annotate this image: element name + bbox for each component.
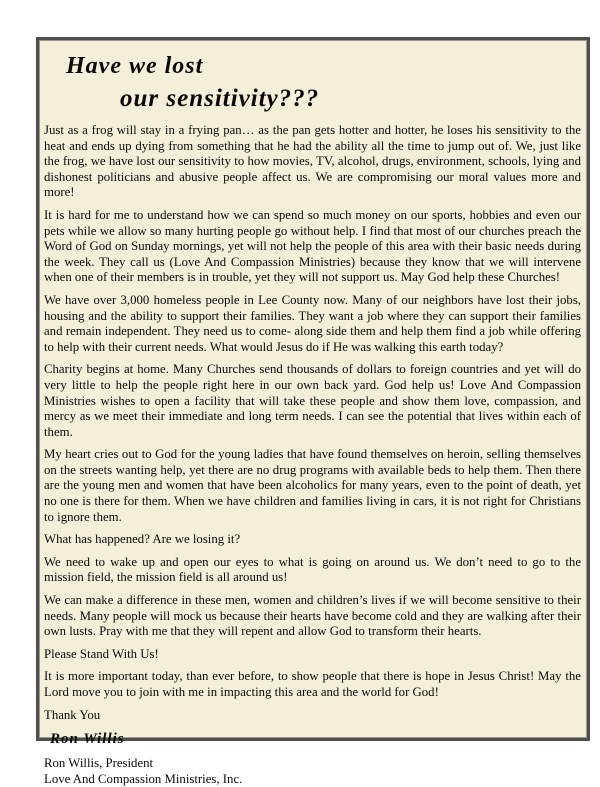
letter-paragraph: We have over 3,000 homeless people in Lee County now. Many of our neighbors have lost their jobs, housing and the ability to support their families. They want a job where they can support their families and remain independent. They need us to come- along side them and help them find a job while offering to help with their current needs. What would Jesus do if He was walking this earth today?	[44, 292, 581, 354]
letter-paragraph: It is more important today, than ever before, to show people that there is hope in Jesus Christ! May the Lord move you to join with me in impacting this area and the world for God!	[44, 669, 581, 699]
letter-sheet	[36, 37, 590, 786]
letter-paragraph: We can make a difference in these men, women and children’s lives if we will become sensitive to their needs. Many people will mock us because their hearts have become cold and they are walking after their own lusts. Pray with me that they will repent and allow God to transform their hearts.	[44, 593, 581, 639]
letter-body	[44, 123, 581, 701]
letter-title	[44, 52, 581, 113]
letter-paragraph: Please Stand With Us!	[44, 646, 159, 661]
letter-paragraph: Just as a frog will stay in a frying pan… as the pan gets hotter and hotter, he loses his sensitivity to the heat and ends up dying from something that he had the ability all the time to jump out of. We, just like the frog, we have lost our sensitivity to how movies, TV, alcohol, drugs, environment, schools, lying and dishonest politicians and abusive people affect us. We are compromising our moral values more and more!	[44, 123, 581, 200]
title-line-1: Have we lost	[66, 53, 204, 79]
sender-org: Love And Compassion Ministries, Inc.	[44, 771, 243, 786]
title-line-2: our sensitivity???	[120, 85, 320, 112]
sender-name: Ron Willis, President	[44, 756, 154, 771]
signature-script: Ron Willis	[50, 731, 125, 748]
letter-paragraph: Charity begins at home. Many Churches send thousands of dollars to foreign countries and yet will do very little to help the people right here in our own back yard. God help us! Love And Compassion Ministries wishes to open a facility that will take these people and show them love, compassion, and mercy as we meet their immediate and long term needs. I can see the potential that lives within each of them.	[44, 362, 581, 439]
letter-paragraph: We need to wake up and open our eyes to what is going on around us. We don’t need to go to the mission field, the mission field is all around us!	[44, 554, 581, 585]
letter-paragraph: My heart cries out to God for the young ladies that have found themselves on heroin, selling themselves on the streets wanting help, yet there are no drug programs with available beds to help them. Then there are the young men and women that have been alcoholics for many years, even to the point of death, yet no one is there for them. When we have children and families living in cars, it is not right for Christians to ignore them.	[44, 447, 581, 524]
letter-paragraph: What has happened? Are we losing it?	[44, 532, 241, 547]
sender-block	[44, 756, 581, 787]
closing-text: Thank You	[44, 707, 101, 722]
letter-paragraph: It is hard for me to understand how we can spend so much money on our sports, hobbies and even our pets while we allow so many hurting people go without help. I find that most of our churches preach the Word of God on Sunday mornings, yet will not help the people of this area with their basic needs during the week. They call us (Love And Compassion Ministries) because they know that we will intervene when one of their members is in trouble, yet they will not support us. May God help these Churches!	[44, 207, 581, 285]
